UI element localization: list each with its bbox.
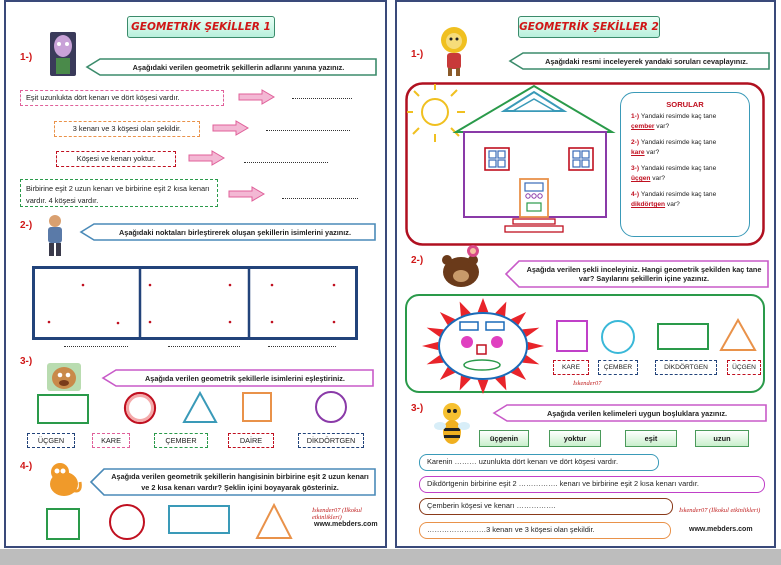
question-text: Yandaki resimde kaç tane <box>640 139 717 146</box>
q3-number: 3-) <box>411 403 424 414</box>
q1-instruction-banner <box>84 57 379 77</box>
lion-character-icon <box>437 24 471 78</box>
word-esit[interactable]: eşit <box>625 430 677 447</box>
answer-line[interactable] <box>266 130 350 131</box>
page1-website: www.mebders.com <box>314 521 378 528</box>
question-text: Yandaki resimde kaç tane <box>640 165 717 172</box>
question-suffix: var? <box>654 123 670 130</box>
questions-title: SORULAR <box>666 100 704 109</box>
label-cember[interactable]: ÇEMBER <box>154 433 208 448</box>
bee-character-icon <box>433 400 471 450</box>
character-illustration-icon <box>46 28 80 80</box>
label-kare[interactable]: KARE <box>92 433 130 448</box>
answer-line[interactable] <box>244 162 328 163</box>
arrow-right-icon <box>238 89 276 105</box>
question-number: 1-) <box>631 113 641 120</box>
q2-number: 2-) <box>20 220 33 231</box>
question-text: Yandaki resimde kaç tane <box>640 191 717 198</box>
question-text: Yandaki resimde kaç tane <box>640 113 717 120</box>
q2-instruction-banner <box>78 222 378 242</box>
question-item <box>631 164 749 184</box>
question-keyword: çember <box>631 123 655 130</box>
sentence-3[interactable]: Çemberin köşesi ve kenarı ……………. <box>419 498 673 515</box>
q4-instruction: Aşağıda verilen geometrik şekillerin hangisinin birbirine eşit 2 uzun kenarı ve 2 kısa kenarı vardır? Şeklin içini boyayarak gösteriniz. <box>111 472 369 492</box>
clue-triangle: 3 kenarı ve 3 köşesi olan şekildir. <box>54 121 200 137</box>
label-dikdortgen: DİKDÖRTGEN <box>655 360 717 375</box>
q2-number: 2-) <box>411 255 424 266</box>
question-suffix: var? <box>650 175 666 182</box>
word-yoktur[interactable]: yoktur <box>549 430 601 447</box>
answer-line[interactable] <box>64 346 128 347</box>
sentence-4[interactable]: ……………………3 kenarı ve 3 köşesi olan şekildir. <box>419 522 671 539</box>
word-uzun[interactable]: uzun <box>695 430 749 447</box>
page1-credit: İskender07 (İlkokul etkinlikleri) <box>312 507 362 521</box>
label-cember: ÇEMBER <box>598 360 638 375</box>
question-suffix: var? <box>644 149 660 156</box>
ring-shape <box>316 392 346 422</box>
question-keyword: kare <box>631 149 645 156</box>
arrow-right-icon <box>228 186 266 202</box>
clue-square: Eşit uzunlukta dört kenarı ve dört köşesi vardır. <box>20 90 224 106</box>
triangle-shape <box>184 393 216 422</box>
q1-number: 1-) <box>20 52 33 63</box>
label-daire[interactable]: DAİRE <box>228 433 274 448</box>
answer-line[interactable] <box>168 346 240 347</box>
q1-instruction: Aşağıdaki verilen geometrik şekillerin adlarını yanına yazınız. <box>132 62 345 72</box>
question-item <box>631 190 749 210</box>
worksheet-page-1 <box>4 0 387 548</box>
shapes-row <box>36 391 356 425</box>
q2-instruction: Aşağıdaki noktaları birleştirerek oluşan şekillerin isimlerini yazınız. <box>119 227 351 237</box>
q2-credit: İskender07 <box>573 380 602 387</box>
q3-instruction-banner <box>491 403 769 423</box>
arrow-right-icon <box>188 150 226 166</box>
sentence-1[interactable]: Karenin ……… uzunlukta dört kenarı ve dört köşesi vardır. <box>419 454 659 471</box>
answer-line[interactable] <box>292 98 352 99</box>
cat-character-icon <box>42 460 86 500</box>
q4-instruction-banner <box>88 467 378 497</box>
answer-line[interactable] <box>268 346 336 347</box>
rectangle-shape[interactable] <box>169 506 229 533</box>
page2-credit: İskender07 (İlkokul etkinlikleri) <box>679 507 761 514</box>
paint-shapes-row <box>42 502 302 542</box>
sun-ray <box>528 342 544 350</box>
triangle-shape[interactable] <box>257 505 291 538</box>
clue-rectangle: Birbirine eşit 2 uzun kenarı ve birbirine eşit 2 kısa kenarı vardır. 4 köşesi vardır. <box>20 179 218 207</box>
square-shape[interactable] <box>47 509 79 539</box>
sentence-2[interactable]: Dikdörtgenin birbirine eşit 2 ……………. kenarı ve birbirine eşit 2 kısa kenarı vardır. <box>419 476 765 493</box>
q3-instruction: Aşağıda verilen kelimeleri uygun boşluklara yazınız. <box>546 408 728 418</box>
question-keyword: dikdörtgen <box>631 201 666 208</box>
q1-instruction-banner <box>507 51 772 71</box>
circle-count-shape[interactable] <box>602 321 634 353</box>
character-illustration-icon <box>44 214 66 258</box>
q1-instruction: Aşağıdaki resmi inceleyerek yandaki soruları cevaplayınız. <box>545 56 748 66</box>
sun-ray <box>478 298 489 312</box>
question-keyword: üçgen <box>631 175 651 182</box>
questions-box <box>620 92 750 237</box>
arrow-right-icon <box>212 120 250 136</box>
circle-shape[interactable] <box>110 505 144 539</box>
q2-instruction: Aşağıda verilen şekli inceleyiniz. Hangi geometrik şekilden kaç tane var? Sayılarını şekillerin içine yazınız. <box>526 265 762 283</box>
character-illustration-icon <box>46 362 82 392</box>
q3-instruction-banner <box>100 368 376 388</box>
worksheet-page-2 <box>395 0 776 548</box>
rectangle-count-shape[interactable] <box>658 324 708 349</box>
question-suffix: var? <box>665 201 680 208</box>
question-item <box>631 138 749 158</box>
label-ucgen: ÜÇGEN <box>727 360 761 375</box>
square-count-shape[interactable] <box>557 321 587 351</box>
question-number: 2-) <box>631 139 641 146</box>
label-ucgen[interactable]: ÜÇGEN <box>27 433 75 448</box>
label-dikdortgen[interactable]: DİKDÖRTGEN <box>298 433 364 448</box>
sun-face-drawing <box>415 294 551 396</box>
question-item <box>631 112 749 132</box>
q2-instruction-banner <box>503 259 771 289</box>
dot-grid-panels <box>32 266 358 340</box>
clue-circle: Köşesi ve kenarı yoktur. <box>56 151 176 167</box>
sun-ray <box>478 380 489 394</box>
rectangle-shape <box>38 395 88 423</box>
label-kare: KARE <box>553 360 589 375</box>
page1-title: GEOMETRİK ŞEKİLLER 1 <box>127 16 275 38</box>
question-number: 3-) <box>631 165 641 172</box>
page2-website: www.mebders.com <box>689 526 753 533</box>
square-shape <box>243 393 271 421</box>
q4-number: 4-) <box>20 461 33 472</box>
word-ucgenin[interactable]: üçgenin <box>479 430 529 447</box>
viewer-bottom-bar <box>0 549 781 565</box>
q3-instruction: Aşağıda verilen geometrik şekillerle isimlerini eşleştiriniz. <box>145 373 345 383</box>
triangle-count-shape[interactable] <box>721 320 755 350</box>
count-shapes-row <box>555 318 765 358</box>
answer-line[interactable] <box>282 198 358 199</box>
question-number: 4-) <box>631 191 641 198</box>
page2-title: GEOMETRİK ŞEKİLLER 2 <box>518 16 660 38</box>
q3-number: 3-) <box>20 356 33 367</box>
bear-girl-character-icon <box>437 242 483 290</box>
sun-ray <box>422 342 438 350</box>
q1-number: 1-) <box>411 49 424 60</box>
